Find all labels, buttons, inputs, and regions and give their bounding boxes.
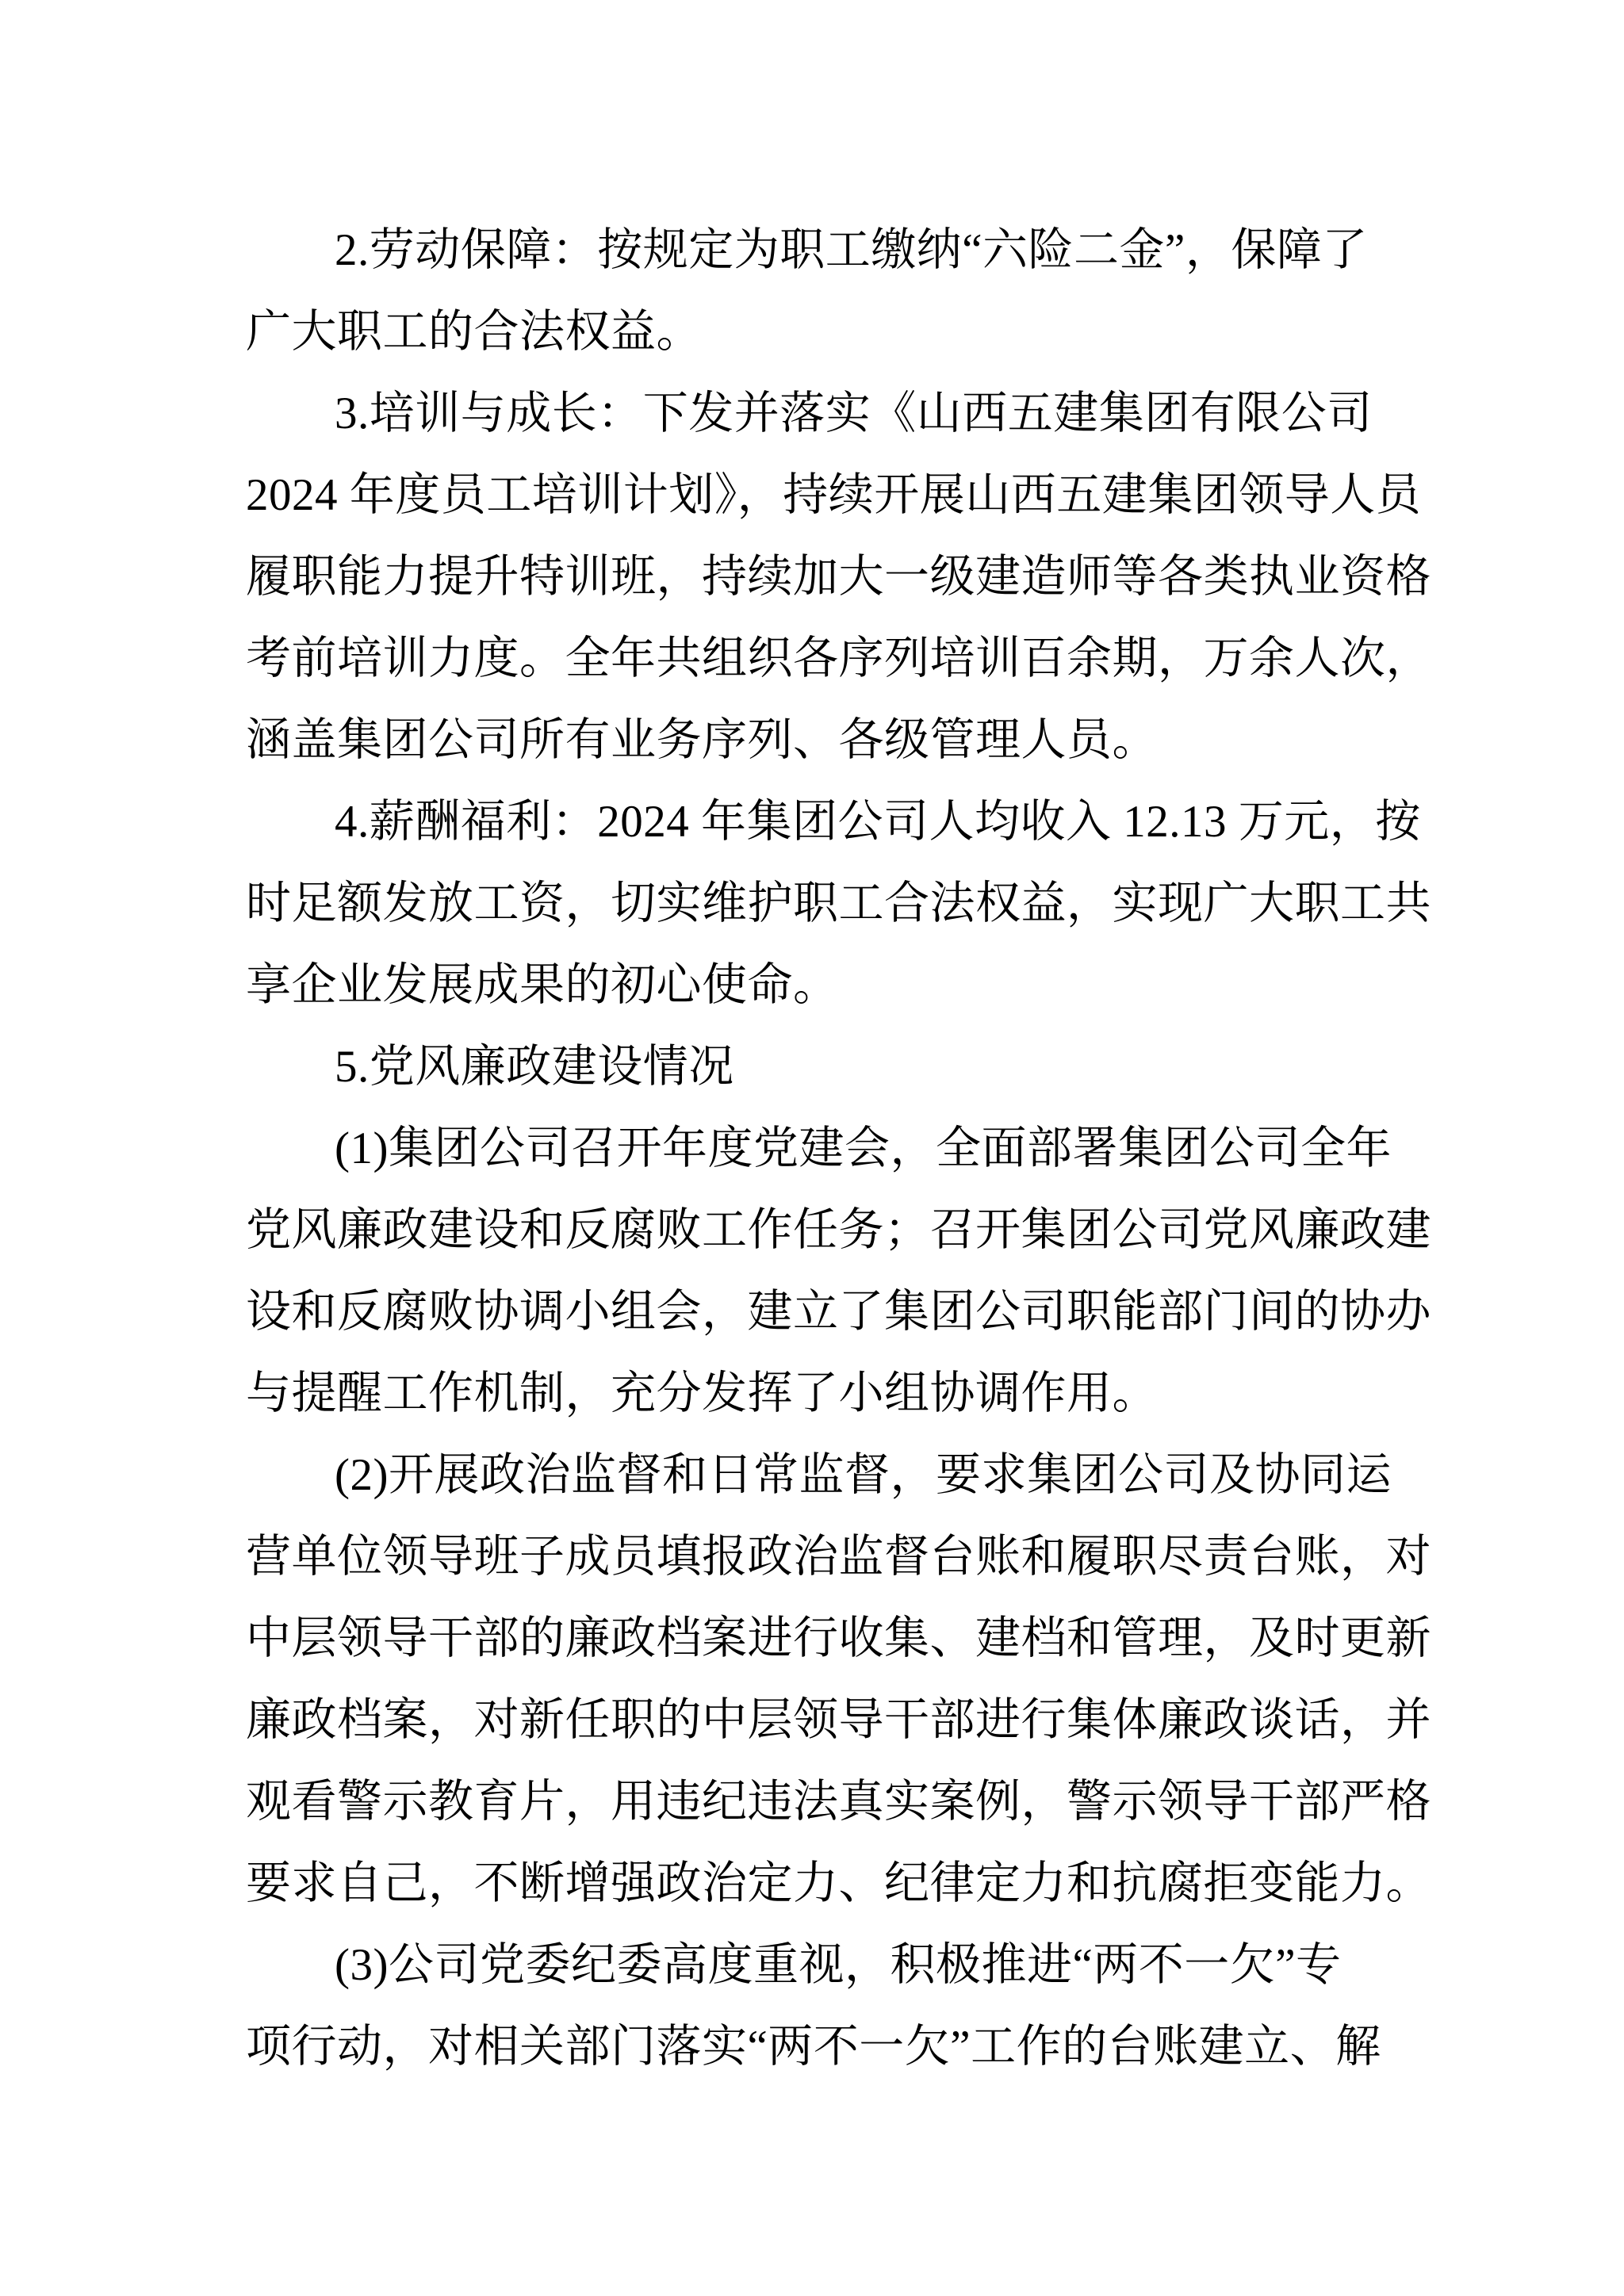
text-line: 考前培训力度。全年共组织各序列培训百余期，万余人次， xyxy=(246,633,1431,683)
document-text-block xyxy=(246,209,1431,2087)
text-line: 享企业发展成果的初心使命。 xyxy=(246,960,839,1010)
text-line: 2.劳动保障：按规定为职工缴纳“六险二金”，保障了 xyxy=(335,225,1368,275)
text-line: 党风廉政建设和反腐败工作任务；召开集团公司党风廉政建 xyxy=(246,1205,1431,1255)
text-line: (3)公司党委纪委高度重视，积极推进“两不一欠”专 xyxy=(335,1940,1342,1990)
text-line: 要求自己，不断增强政治定力、纪律定力和抗腐拒变能力。 xyxy=(246,1858,1431,1908)
text-line: 3.培训与成长：下发并落实《山西五建集团有限公司 xyxy=(335,388,1373,438)
text-line: 廉政档案，对新任职的中层领导干部进行集体廉政谈话，并 xyxy=(246,1695,1431,1745)
text-line: 观看警示教育片，用违纪违法真实案例，警示领导干部严格 xyxy=(246,1777,1431,1827)
text-line: 涵盖集团公司所有业务序列、各级管理人员。 xyxy=(246,715,1158,765)
text-line: 中层领导干部的廉政档案进行收集、建档和管理，及时更新 xyxy=(246,1613,1431,1663)
text-line: 营单位领导班子成员填报政治监督台账和履职尽责台账，对 xyxy=(246,1532,1431,1582)
text-line: (1)集团公司召开年度党建会，全面部署集团公司全年 xyxy=(335,1123,1392,1173)
text-line: 项行动，对相关部门落实“两不一欠”工作的台账建立、解 xyxy=(246,2022,1381,2072)
text-line: 履职能力提升特训班，持续加大一级建造师等各类执业资格 xyxy=(246,552,1431,602)
text-line: 广大职工的合法权益。 xyxy=(246,307,702,357)
text-line: (2)开展政治监督和日常监督，要求集团公司及协同运 xyxy=(335,1450,1392,1500)
text-line: 时足额发放工资，切实维护职工合法权益，实现广大职工共 xyxy=(246,878,1431,928)
text-line: 2024 年度员工培训计划》，持续开展山西五建集团领导人员 xyxy=(246,470,1422,520)
text-line: 与提醒工作机制，充分发挥了小组协调作用。 xyxy=(246,1368,1158,1418)
text-line: 4.薪酬福利：2024 年集团公司人均收入 12.13 万元，按 xyxy=(335,797,1421,847)
text-line: 设和反腐败协调小组会，建立了集团公司职能部门间的协办 xyxy=(246,1287,1431,1337)
text-line: 5.党风廉政建设情况 xyxy=(335,1042,734,1092)
